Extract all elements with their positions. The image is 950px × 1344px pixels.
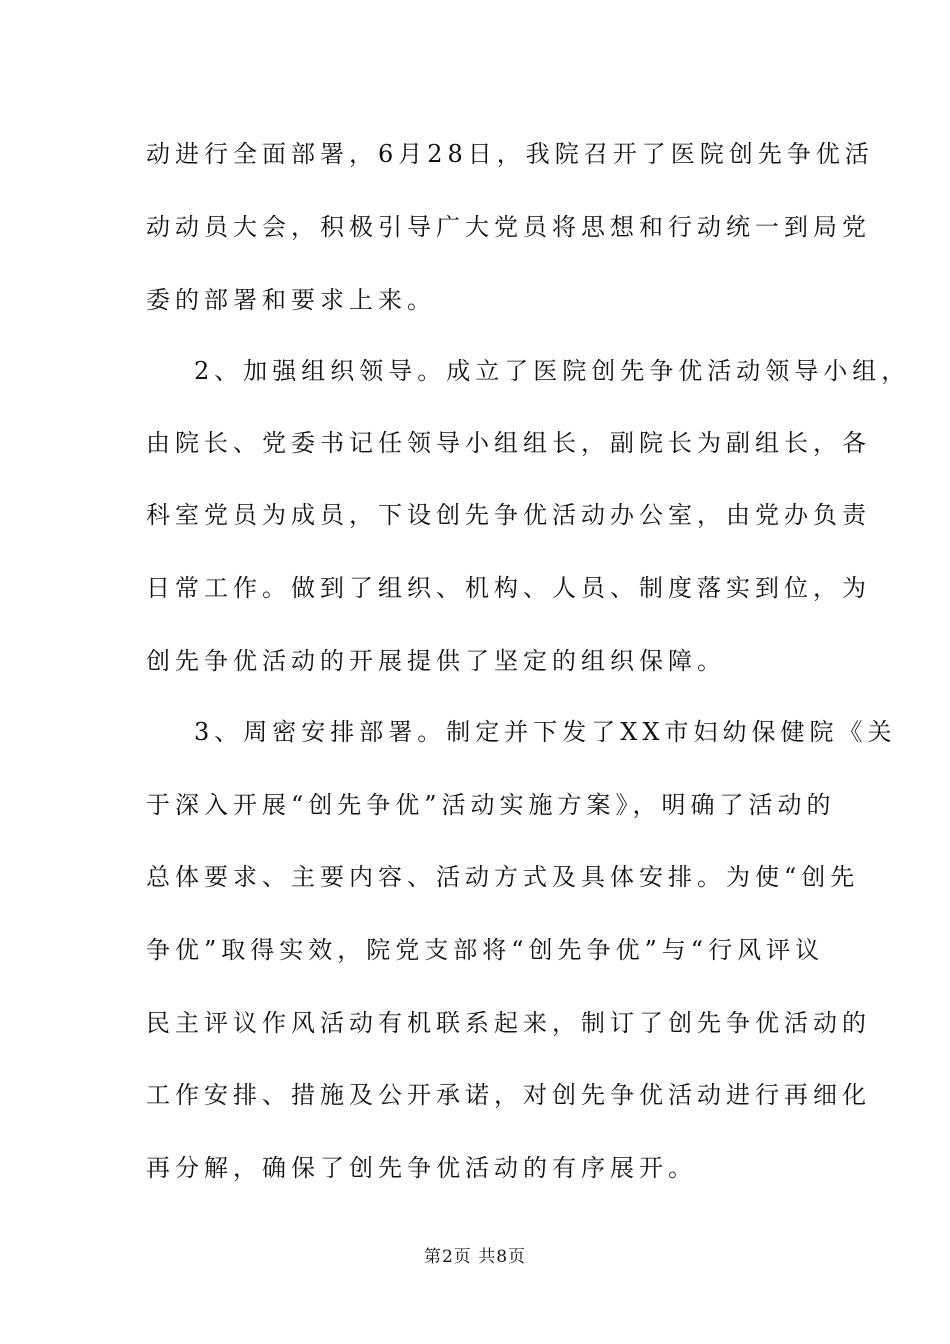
body-text-line: 委的部署和要求上来。 (146, 286, 436, 314)
body-text-line: 再分解，确保了创先争优活动的有序展开。 (146, 1154, 697, 1182)
body-text-line: 日常工作。做到了组织、机构、人员、制度落实到位，为 (146, 574, 871, 602)
body-text-line: 科室党员为成员，下设创先争优活动办公室，由党办负责 (146, 501, 871, 529)
body-text-line: 总体要求、主要内容、活动方式及具体安排。为使“创先 (146, 863, 860, 891)
body-text-line: 创先争优活动的开展提供了坚定的组织保障。 (146, 647, 726, 675)
page-number-footer: 第2页 共8页 (423, 1247, 527, 1267)
body-text-line: 由院长、党委书记任领导小组组长，副院长为副组长，各 (146, 429, 871, 457)
body-text-line: 于深入开展“创先争优”活动实施方案》，明确了活动的 (146, 791, 836, 819)
body-text-line: 工作安排、措施及公开承诺，对创先争优活动进行再细化 (146, 1081, 871, 1109)
body-text-line: 动进行全面部署，6月28日，我院召开了医院创先争优活 (146, 140, 874, 168)
paragraph-3-heading-line: 3、周密安排部署。制定并下发了XX市妇幼保健院《关 (194, 718, 897, 746)
body-text-line: 动动员大会，积极引导广大党员将思想和行动统一到局党 (146, 213, 871, 241)
body-text-line: 民主评议作风活动有机联系起来，制订了创先争优活动的 (146, 1009, 871, 1037)
body-text-line: 争优”取得实效，院党支部将“创先争优”与“行风评议 (146, 936, 825, 964)
paragraph-2-heading-line: 2、加强组织领导。成立了医院创先争优活动领导小组， (194, 357, 911, 385)
